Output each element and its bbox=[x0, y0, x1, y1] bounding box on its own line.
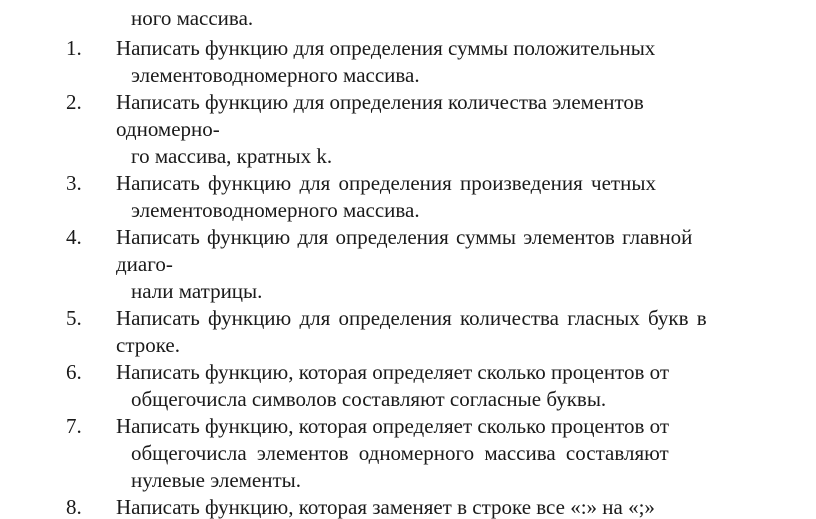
intro-tail-line: ного массива. bbox=[131, 6, 254, 30]
item-text-line: одномерно- bbox=[116, 117, 220, 141]
item-text-line: Написать функцию для определения суммы положительных bbox=[116, 36, 656, 60]
item-text-line: нали матрицы. bbox=[131, 279, 263, 303]
item-text-line: Написать функцию, которая определяет сколько процентов от bbox=[116, 360, 670, 384]
item-text-line: Написать функцию для определения произведения четных bbox=[116, 171, 656, 195]
item-text-line: Написать функцию для определения количества гласных букв в bbox=[116, 306, 707, 330]
item-text-line: строке. bbox=[116, 333, 181, 357]
item-text-line: нулевые элементы. bbox=[131, 468, 302, 492]
item-number: 7. bbox=[66, 414, 82, 438]
item-number: 1. bbox=[66, 36, 82, 60]
item-number: 4. bbox=[66, 225, 82, 249]
item-text-line: Написать функцию, которая определяет сколько процентов от bbox=[116, 414, 670, 438]
item-text-line: элементоводномерного массива. bbox=[131, 63, 420, 87]
item-text-line: диаго- bbox=[116, 252, 173, 276]
item-text-line: Написать функцию для определения суммы элементов главной bbox=[116, 225, 693, 249]
item-number: 5. bbox=[66, 306, 82, 330]
item-text-line: элементоводномерного массива. bbox=[131, 198, 420, 222]
item-text-line: Написать функцию для определения количества элементов bbox=[116, 90, 644, 114]
item-number: 2. bbox=[66, 90, 82, 114]
item-number: 8. bbox=[66, 495, 82, 519]
item-text-line: общегочисла символов составляют согласные буквы. bbox=[131, 387, 607, 411]
item-number: 6. bbox=[66, 360, 82, 384]
item-text-line: Написать функцию, которая заменяет в строке все «:» на «;» bbox=[116, 495, 655, 519]
item-text-line: го массива, кратных k. bbox=[131, 144, 333, 168]
item-text-line: общегочисла элементов одномерного массива составляют bbox=[131, 441, 669, 465]
item-number: 3. bbox=[66, 171, 82, 195]
